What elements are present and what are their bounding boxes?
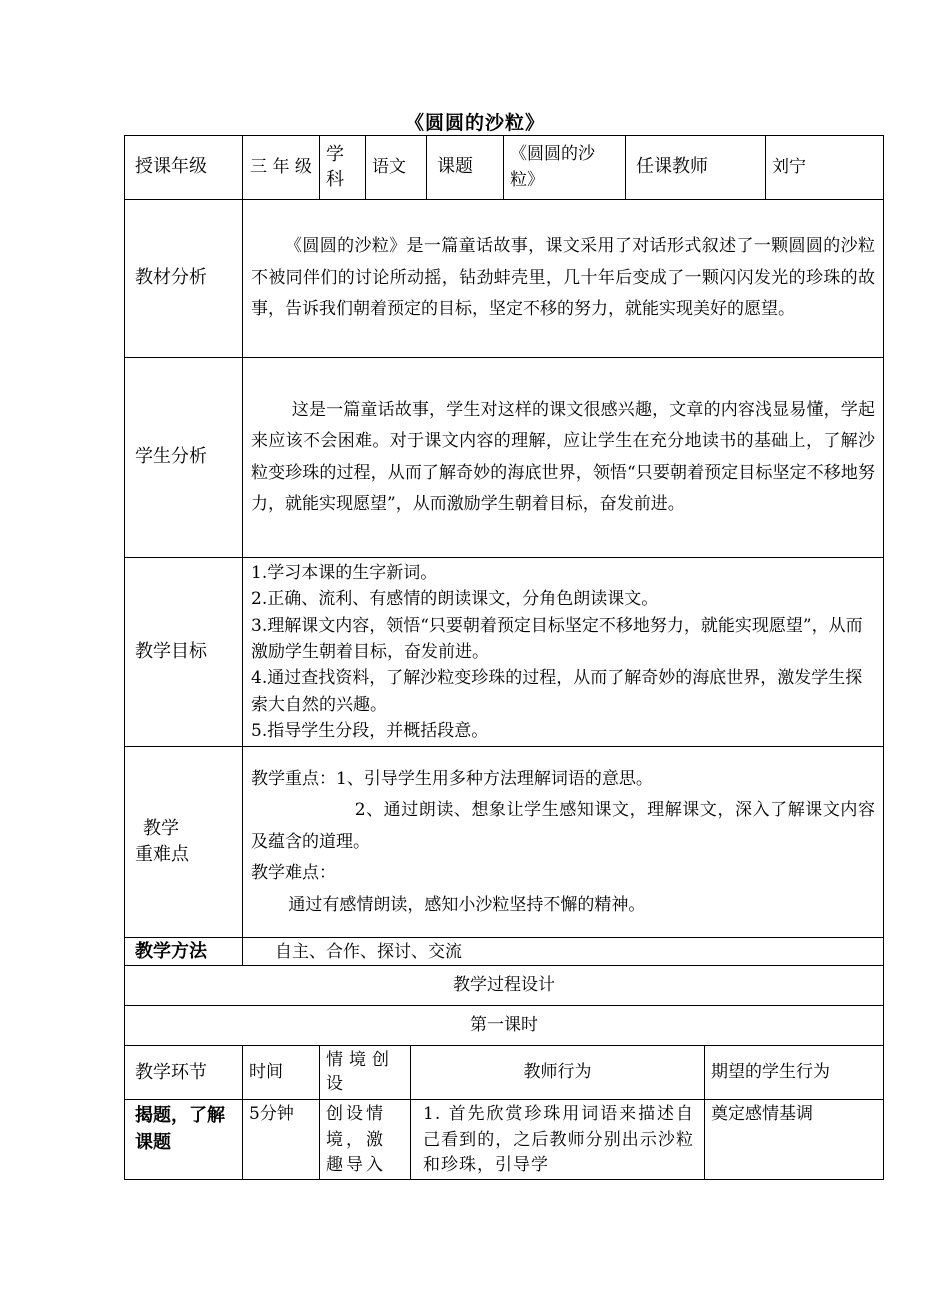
process-row bbox=[125, 1100, 884, 1180]
row-scene: 创设情境，激趣导入 bbox=[320, 1100, 411, 1180]
grade-label: 授课年级 bbox=[125, 136, 243, 200]
goal-item: 4.通过查找资料，了解沙粒变珍珠的过程，从而了解奇妙的海底世界，激发学生探索大自然的兴趣。 bbox=[251, 668, 863, 715]
keypoints-label-line2: 重难点 bbox=[135, 844, 189, 866]
row-time: 5分钟 bbox=[243, 1100, 320, 1180]
goal-item: 5.指导学生分段，并概括段意。 bbox=[251, 721, 489, 742]
stage-header: 教学环节 bbox=[125, 1046, 243, 1100]
difficulty-text: 通过有感情朗读，感知小沙粒坚持不懈的精神。 bbox=[288, 894, 646, 915]
students-row bbox=[125, 358, 884, 558]
difficulty-label: 教学难点： bbox=[251, 863, 336, 884]
students-label: 学生分析 bbox=[125, 358, 243, 558]
methods-text: 自主、合作、探讨、交流 bbox=[243, 938, 884, 966]
process-header-row bbox=[125, 1046, 884, 1100]
topic-label: 课题 bbox=[427, 136, 504, 200]
students-text: 这是一篇童话故事，学生对这样的课文很感兴趣，文章的内容浅显易懂，学起来应该不会困难。对于课文内容的理解，应让学生在充分地读书的基础上，了解沙粒变珍珠的过程，从而了解奇妙的海底世界，领悟“只要朝着预定目标坚定不移地努力，就能实现愿望”，从而激励学生朝着目标，奋发前进。 bbox=[251, 399, 875, 514]
scene-header: 情境创设 bbox=[320, 1046, 411, 1100]
document-title: 《圆圆的沙粒》 bbox=[404, 112, 545, 134]
lesson-plan-table bbox=[124, 135, 883, 1180]
goal-item: 2.正确、流利、有感情的朗读课文，分角色朗读课文。 bbox=[251, 589, 659, 610]
methods-row bbox=[125, 938, 884, 966]
row-stage: 揭题，了解课题 bbox=[125, 1100, 243, 1180]
teacher-value: 刘宁 bbox=[766, 136, 884, 200]
row-teacher: 1. 首先欣赏珍珠用词语来描述自己看到的，之后教师分别出示沙粒和珍珠，引导学 bbox=[411, 1100, 705, 1180]
material-row bbox=[125, 200, 884, 358]
keypoints-label-line1: 教学 bbox=[143, 818, 179, 840]
material-label: 教材分析 bbox=[125, 200, 243, 358]
process-title-row bbox=[125, 966, 884, 1006]
lesson-title: 第一课时 bbox=[125, 1006, 884, 1046]
goal-item: 1.学习本课的生字新词。 bbox=[251, 563, 438, 583]
process-title: 教学过程设计 bbox=[125, 966, 884, 1006]
goal-item: 3.理解课文内容，领悟“只要朝着预定目标坚定不移地努力，就能实现愿望”，从而激励学生朝着目标，奋发前进。 bbox=[251, 615, 863, 663]
student-header: 期望的学生行为 bbox=[705, 1046, 884, 1100]
time-header: 时间 bbox=[243, 1046, 320, 1100]
topic-value: 《圆圆的沙粒》 bbox=[504, 136, 626, 200]
lesson-title-row bbox=[125, 1006, 884, 1046]
header-row bbox=[125, 136, 884, 200]
methods-label: 教学方法 bbox=[125, 938, 243, 966]
goals-label: 教学目标 bbox=[125, 558, 243, 747]
teacher-label: 任课教师 bbox=[626, 136, 766, 200]
subject-value: 语文 bbox=[366, 136, 427, 200]
grade-value: 三 年 级 bbox=[243, 136, 320, 200]
keypoints-row bbox=[125, 747, 884, 938]
subject-label: 学科 bbox=[320, 136, 366, 200]
material-text: 《圆圆的沙粒》是一篇童话故事，课文采用了对话形式叙述了一颗圆圆的沙粒不被同伴们的讨论所动摇，钻劲蚌壳里，几十年后变成了一颗闪闪发光的珍珠的故事，告诉我们朝着预定的目标，坚定不移的努力，就能实现美好的愿望。 bbox=[251, 236, 875, 320]
focus-line-2: 2、通过朗读、想象让学生感知课文，理解课文，深入了解课文内容及蕴含的道理。 bbox=[251, 800, 875, 852]
row-student: 奠定感情基调 bbox=[705, 1100, 884, 1180]
focus-line-1: 教学重点：1、引导学生用多种方法理解词语的意思。 bbox=[251, 768, 653, 789]
teacher-header: 教师行为 bbox=[411, 1046, 705, 1100]
goals-row bbox=[125, 558, 884, 747]
